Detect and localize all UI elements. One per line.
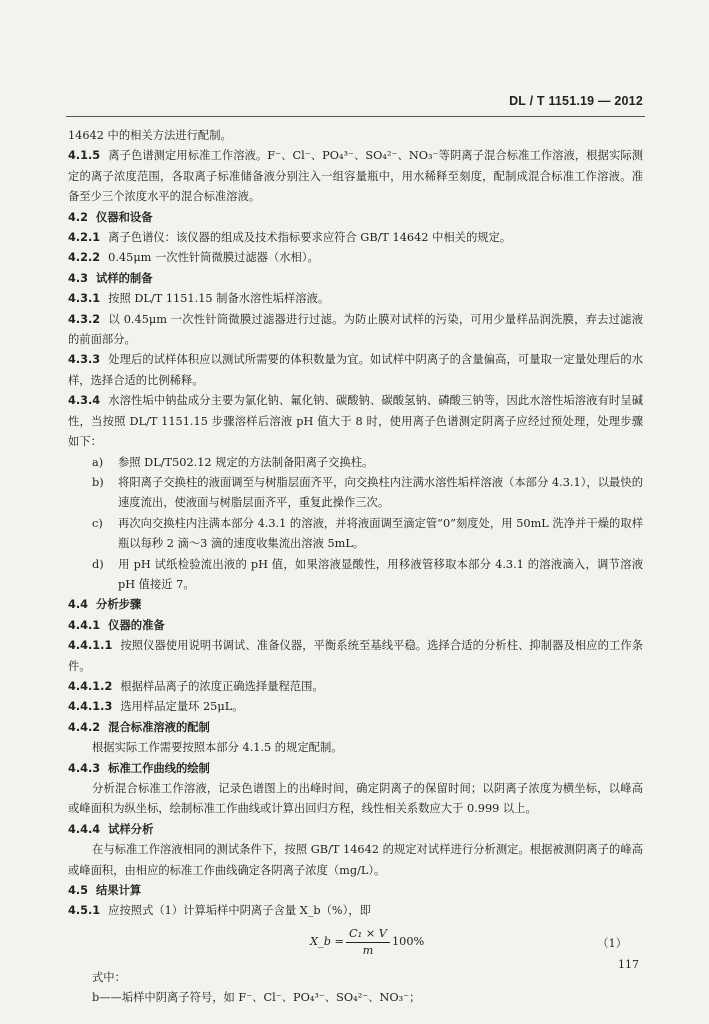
section-4-3-heading: 4.3 试样的制备 xyxy=(68,271,153,285)
formula-fraction xyxy=(346,926,390,959)
formula-denominator: m xyxy=(362,943,374,957)
section-4-5-heading: 4.5 结果计算 xyxy=(68,884,142,898)
formula-suffix: 100% xyxy=(391,935,425,949)
where-label: 式中： xyxy=(92,970,126,984)
clause-4-4-3-heading: 4.4.3 标准工作曲线的绘制 xyxy=(68,761,210,775)
clause-4-2-1: 4.2.1 离子色谱仪：该仪器的组成及技术指标要求应符合 GB/T 14642 中相关的规定。 xyxy=(68,231,512,245)
list-item-d: d) 用 pH 试纸检验流出液的 pH 值，如果溶液显酸性，用移液管移取本部分 4.3.1 的溶液滴入，调节溶液 pH 值接近 7。 xyxy=(92,557,643,591)
clause-4-3-3: 4.3.3 处理后的试样体积应以测试所需要的体积数量为宜。如试样中阴离子的含量偏高，可量取一定量处理后的水样，选择合适的比例稀释。 xyxy=(68,353,643,387)
clause-4-5-1: 4.5.1 应按照式（1）计算垢样中阴离子含量 X_b（%），即 xyxy=(68,904,371,918)
section-4-2-heading: 4.2 仪器和设备 xyxy=(68,210,153,224)
clause-4-2-2: 4.2.2 0.45μm 一次性针筒微膜过滤器（水相）。 xyxy=(68,251,319,265)
clause-4-3-1: 4.3.1 按照 DL/T 1151.15 制备水溶性垢样溶液。 xyxy=(68,292,330,306)
header-rule xyxy=(66,116,645,117)
formula-lhs: X_b = xyxy=(310,935,344,949)
clause-4-1-5: 4.1.5 离子色谱测定用标准工作溶液。F⁻、Cl⁻、PO₄³⁻、SO₄²⁻、NO₃⁻等阴离子混合标准工作溶液，根据实际测定的离子浓度范围，各取离子标准储备液分别注入一组容量瓶中，用水稀释至刻度，配制成混合标准工作溶液。准备至少三个浓度水平的混合标准溶液。 xyxy=(68,149,643,204)
paragraph-continuation: 14642 中的相关方法进行配制。 xyxy=(68,129,232,142)
clause-4-4-2-body: 根据实际工作需要按照本部分 4.1.5 的规定配制。 xyxy=(92,741,343,755)
formula-expression xyxy=(310,926,424,959)
formula-number: （1） xyxy=(597,936,627,950)
list-item-a: a) 参照 DL/T502.12 规定的方法制备阳离子交换柱。 xyxy=(92,455,374,469)
document-body xyxy=(68,126,643,1009)
page-number: 117 xyxy=(618,958,639,971)
section-4-4-heading: 4.4 分析步骤 xyxy=(68,598,142,612)
list-item-c: c) 再次向交换柱内注满本部分 4.3.1 的溶液，并将液面调至滴定管“0”刻度处，用 50mL 洗净并干燥的取样瓶以每秒 2 滴～3 滴的速度收集流出溶液 5mL。 xyxy=(92,516,643,551)
clause-4-4-1-heading: 4.4.1 仪器的准备 xyxy=(68,618,165,632)
clause-4-4-2-heading: 4.4.2 混合标准溶液的配制 xyxy=(68,720,210,734)
definition-b: b——垢样中阴离子符号，如 F⁻、Cl⁻、PO₄³⁻、SO₄²⁻、NO₃⁻； xyxy=(92,991,421,1005)
clause-4-4-3-body: 分析混合标准工作溶液，记录色谱图上的出峰时间，确定阴离子的保留时间；以阴离子浓度为横坐标，以峰高或峰面积为纵坐标，绘制标准工作曲线或计算出回归方程，线性相关系数应大于 0.999 以上。 xyxy=(68,782,643,816)
clause-4-4-1-3: 4.4.1.3 选用样品定量环 25μL。 xyxy=(68,700,244,714)
clause-4-4-4-body: 在与标准工作溶液相同的测试条件下，按照 GB/T 14642 的规定对试样进行分析测定。根据被测阴离子的峰高或峰面积，由相应的标准工作曲线确定各阴离子浓度（mg/L）。 xyxy=(68,843,643,877)
clause-4-4-1-2: 4.4.1.2 根据样品离子的浓度正确选择量程范围。 xyxy=(68,679,324,693)
clause-4-4-1-1: 4.4.1.1 按照仪器使用说明书调试、准备仪器，平衡系统至基线平稳。选择合适的分析柱、抑制器及相应的工作条件。 xyxy=(68,639,643,673)
list-item-b: b) 将阳离子交换柱的液面调至与树脂层面齐平，向交换柱内注满水溶性垢样溶液（本部分 4.3.1），以最快的速度流出，使液面与树脂层面齐平，重复此操作三次。 xyxy=(92,475,643,510)
clause-4-3-4: 4.3.4 水溶性垢中钠盐成分主要为氯化钠、氟化钠、碳酸钠、碳酸氢钠、磷酸三钠等，因此水溶性垢溶液有时呈碱性，当按照 DL/T 1151.15 步骤溶样后溶液 pH 值大于 8 时，使用离子色谱测定阴离子应经过预处理，处理步骤如下： xyxy=(68,394,643,449)
formula-1 xyxy=(68,922,643,968)
document-code-header: DL / T 1151.19 — 2012 xyxy=(509,94,643,108)
formula-numerator: C₁ × V xyxy=(346,926,390,943)
clause-4-4-4-heading: 4.4.4 试样分析 xyxy=(68,822,154,836)
clause-4-3-2: 4.3.2 以 0.45μm 一次性针筒微膜过滤器进行过滤。为防止膜对试样的污染，可用少量样品润洗膜，弃去过滤液的前面部分。 xyxy=(68,312,643,347)
